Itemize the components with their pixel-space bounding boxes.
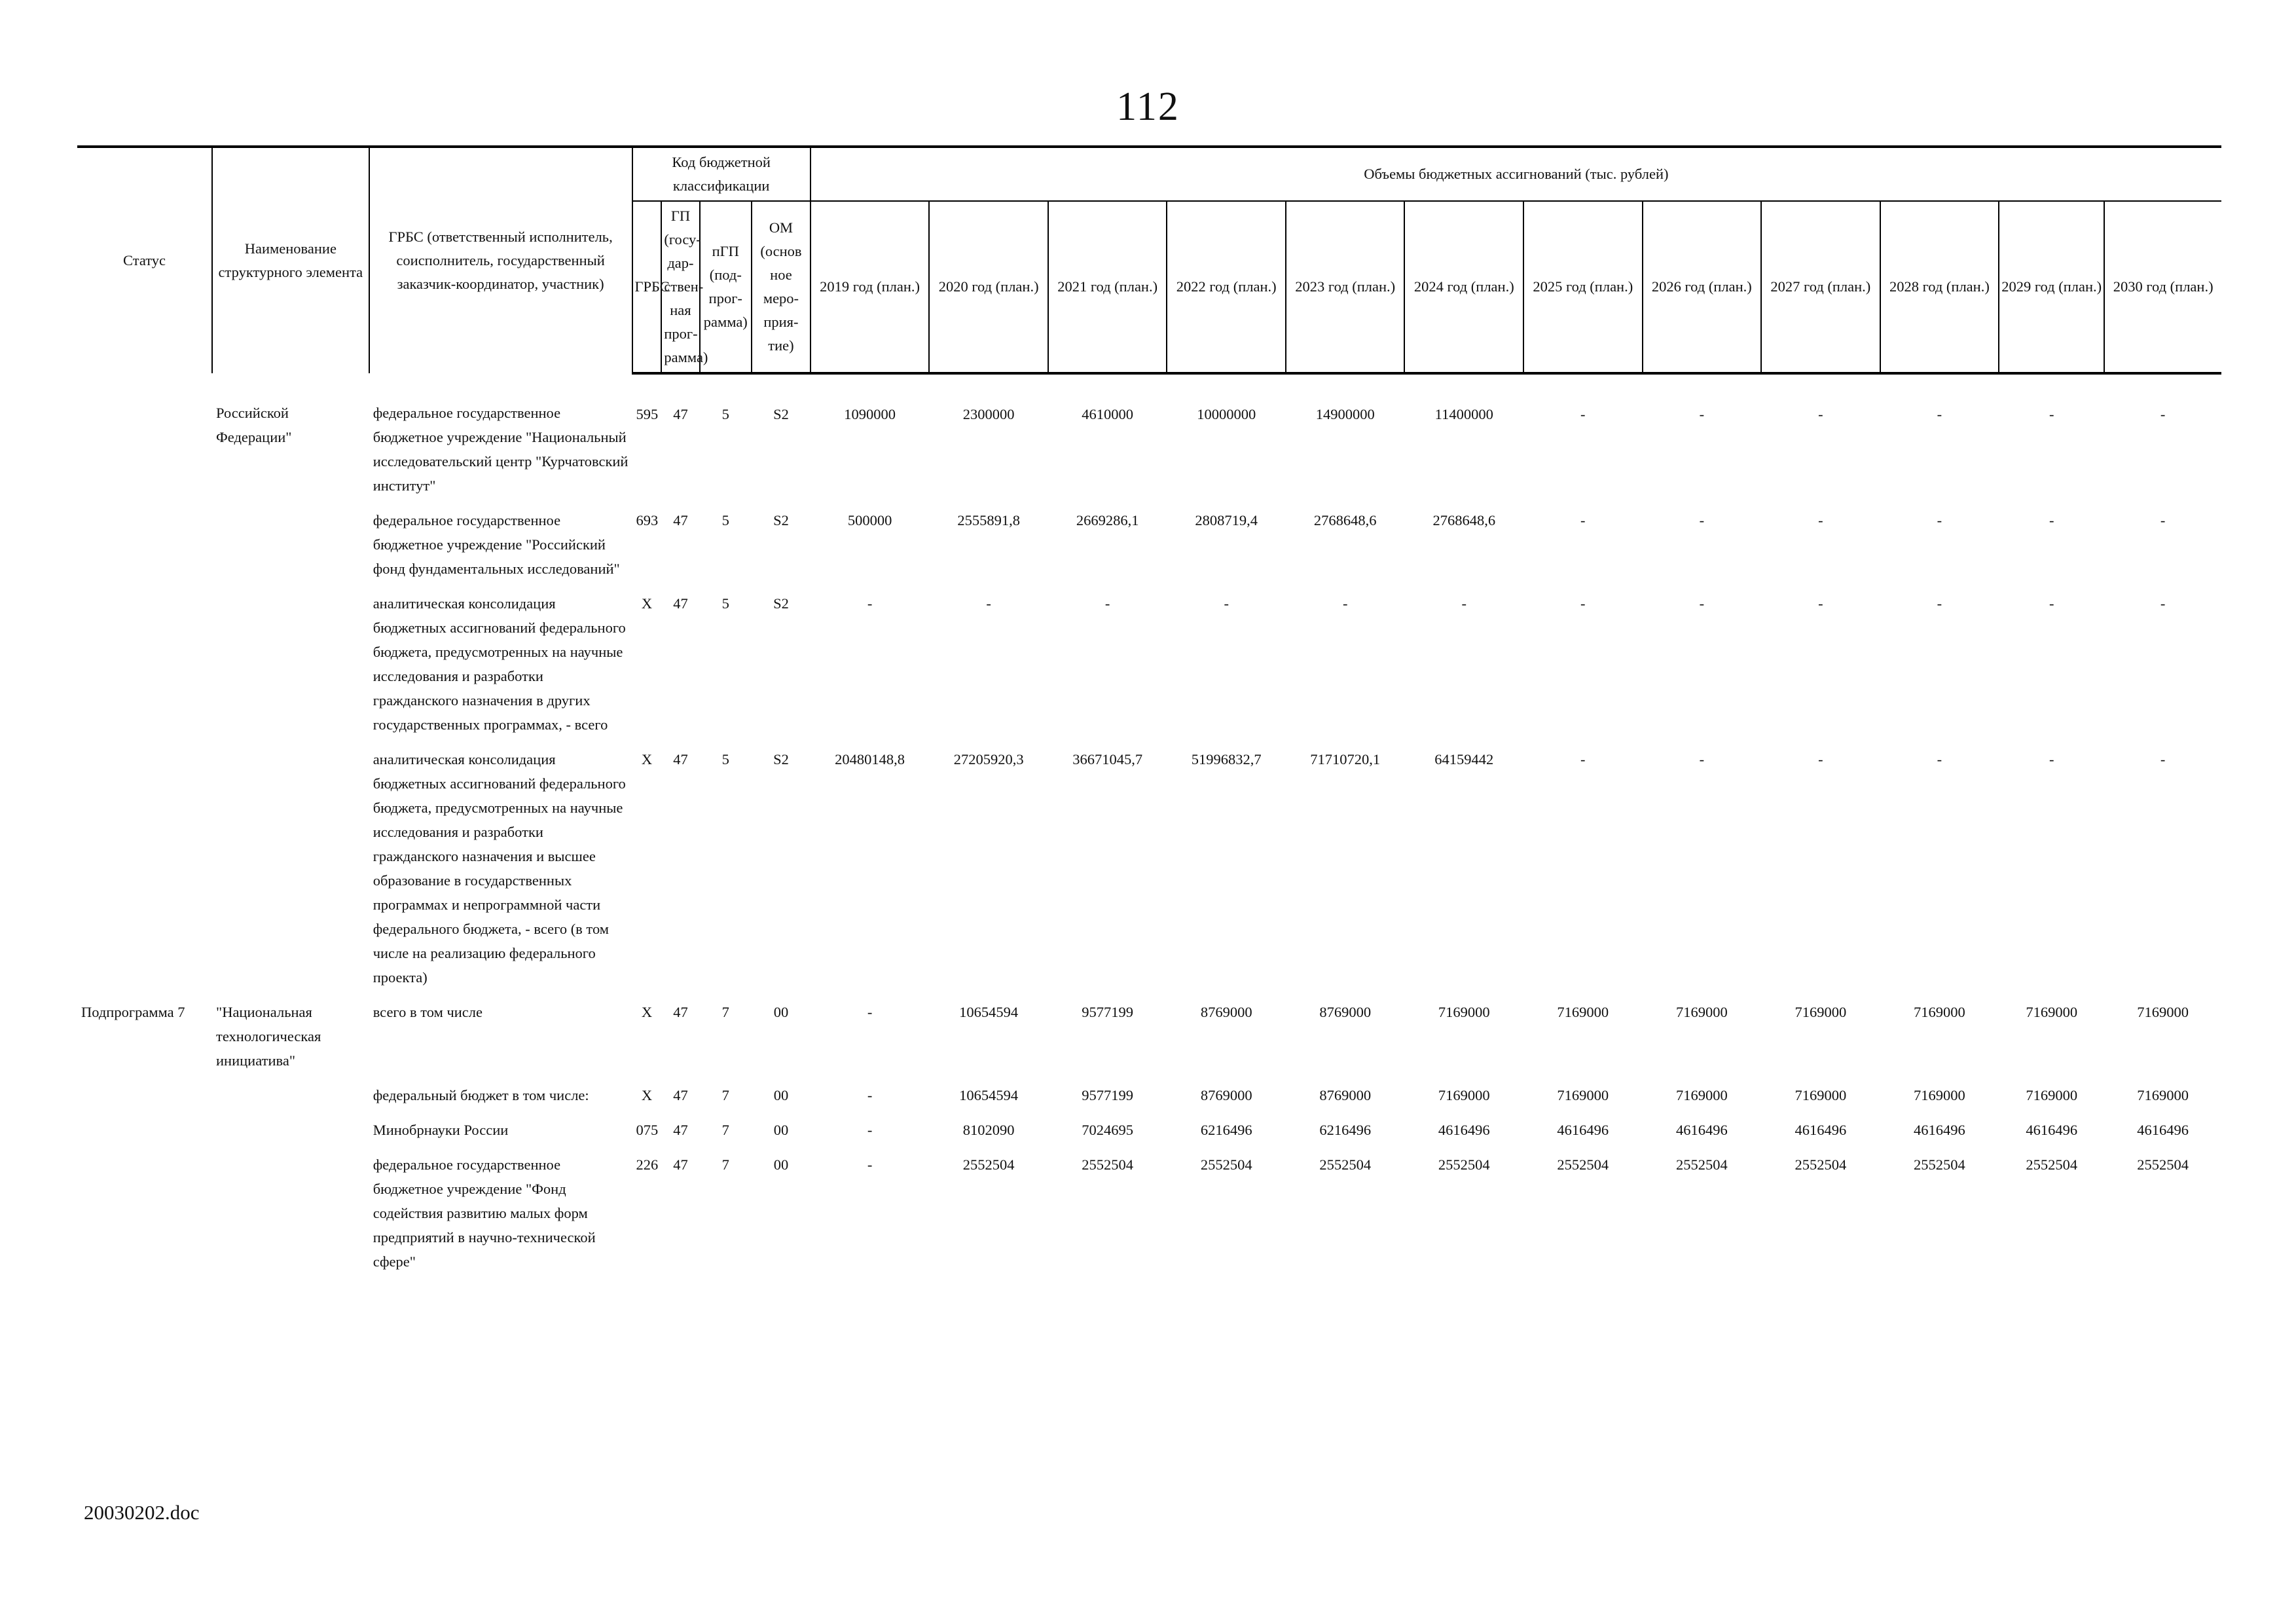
row-value-2024: 7169000 <box>1438 1004 1490 1020</box>
row-structural-element <box>212 1083 369 1118</box>
row-value-2024: 4616496 <box>1438 1122 1490 1138</box>
row-value-2019: - <box>867 1156 873 1173</box>
row-value-2030: 4616496 <box>2137 1122 2189 1138</box>
row-gp-code: 47 <box>673 406 688 422</box>
row-value-2023: 8769000 <box>1319 1004 1372 1020</box>
table-row <box>77 1083 2221 1118</box>
table-row <box>77 747 2221 1000</box>
row-value-2024: 64159442 <box>1434 751 1494 767</box>
budget-allocations-table <box>77 145 2221 1274</box>
row-value-2021: 9577199 <box>1082 1087 1134 1103</box>
row-value-2023: 71710720,1 <box>1310 751 1381 767</box>
row-om-code: 00 <box>773 1122 789 1138</box>
row-structural-element <box>212 1153 369 1274</box>
row-grbs-name: федеральное государственное бюджетное учреждение "Национальный исследовательский центр "Курчатовский институт" <box>373 405 629 494</box>
header-year-6: 2025 год (план.) <box>1523 201 1643 373</box>
header-year-7: 2026 год (план.) <box>1643 201 1762 373</box>
row-value-2022: 51996832,7 <box>1191 751 1262 767</box>
row-value-2022: 8769000 <box>1200 1004 1252 1020</box>
row-value-2022: 6216496 <box>1200 1122 1252 1138</box>
row-grbs-name: федеральный бюджет в том числе: <box>373 1087 589 1103</box>
header-structural-element: Наименование структурного элемента <box>212 147 369 373</box>
row-value-2025: 2552504 <box>1557 1156 1609 1173</box>
row-value-2021: 9577199 <box>1082 1004 1134 1020</box>
row-value-2029: - <box>2049 751 2054 767</box>
row-grbs-code: X <box>641 751 653 767</box>
row-value-2030: 7169000 <box>2137 1004 2189 1020</box>
header-grbs: ГРБС <box>632 201 662 373</box>
row-value-2027: - <box>1818 751 1823 767</box>
header-year-9: 2028 год (план.) <box>1880 201 1999 373</box>
row-value-2026: 2552504 <box>1675 1156 1728 1173</box>
table-row <box>77 1118 2221 1153</box>
row-value-2020: - <box>986 595 991 612</box>
row-status <box>77 1153 212 1274</box>
row-pgp-code: 5 <box>721 595 729 612</box>
row-value-2024: 7169000 <box>1438 1087 1490 1103</box>
row-value-2023: 6216496 <box>1319 1122 1372 1138</box>
row-grbs-code: 595 <box>636 406 659 422</box>
row-value-2027: - <box>1818 512 1823 528</box>
row-value-2026: 7169000 <box>1675 1087 1728 1103</box>
row-value-2027: 4616496 <box>1795 1122 1847 1138</box>
row-pgp-code: 7 <box>721 1156 729 1173</box>
row-value-2030: 7169000 <box>2137 1087 2189 1103</box>
table-row <box>77 508 2221 591</box>
row-value-2024: - <box>1461 595 1467 612</box>
row-value-2027: 7169000 <box>1795 1004 1847 1020</box>
row-om-code: 00 <box>773 1156 789 1173</box>
row-structural-element: "Национальная технологическая инициатива" <box>216 1004 321 1069</box>
row-pgp-code: 5 <box>721 751 729 767</box>
row-value-2029: 7169000 <box>2026 1004 2078 1020</box>
row-value-2021: 2669286,1 <box>1076 512 1139 528</box>
header-year-5: 2024 год (план.) <box>1404 201 1523 373</box>
row-value-2025: - <box>1580 406 1586 422</box>
row-value-2022: 2552504 <box>1200 1156 1252 1173</box>
row-om-code: S2 <box>773 595 789 612</box>
row-value-2026: - <box>1699 512 1705 528</box>
row-value-2026: 7169000 <box>1675 1004 1728 1020</box>
header-year-0: 2019 год (план.) <box>811 201 930 373</box>
header-gp: ГП (госу-дар-ствен-ная прог-рамма) <box>661 201 699 373</box>
row-value-2022: 10000000 <box>1197 406 1256 422</box>
row-value-2019: 1090000 <box>844 406 896 422</box>
row-value-2021: - <box>1104 595 1110 612</box>
row-value-2025: 4616496 <box>1557 1122 1609 1138</box>
document-filename: 20030202.doc <box>84 1501 200 1524</box>
row-value-2025: 7169000 <box>1557 1004 1609 1020</box>
row-value-2019: 500000 <box>847 512 892 528</box>
row-grbs-name: федеральное государственное бюджетное учреждение "Фонд содействия развитию малых форм предприятий в научно-технической сфере" <box>373 1156 596 1270</box>
row-value-2023: 8769000 <box>1319 1087 1372 1103</box>
row-value-2028: - <box>1937 751 1942 767</box>
header-pgp: пГП (под-прог-рамма) <box>700 201 752 373</box>
row-gp-code: 47 <box>673 1156 688 1173</box>
header-om: ОМ (основ ное меро-прия-тие) <box>752 201 811 373</box>
row-gp-code: 47 <box>673 1087 688 1103</box>
row-value-2029: 2552504 <box>2026 1156 2078 1173</box>
row-om-code: 00 <box>773 1004 789 1020</box>
row-value-2028: - <box>1937 595 1942 612</box>
row-value-2023: 14900000 <box>1315 406 1375 422</box>
row-value-2020: 2555891,8 <box>957 512 1020 528</box>
row-status: Подпрограмма 7 <box>81 1004 185 1020</box>
row-gp-code: 47 <box>673 1004 688 1020</box>
row-grbs-code: X <box>641 1004 653 1020</box>
row-value-2026: - <box>1699 751 1705 767</box>
row-value-2021: 4610000 <box>1082 406 1134 422</box>
row-value-2026: 4616496 <box>1675 1122 1728 1138</box>
row-value-2020: 27205920,3 <box>953 751 1024 767</box>
table-row <box>77 373 2221 508</box>
header-status: Статус <box>77 147 212 373</box>
row-value-2030: - <box>2160 512 2166 528</box>
page-number: 112 <box>1116 84 1180 129</box>
row-value-2028: 2552504 <box>1914 1156 1965 1173</box>
row-status <box>77 1118 212 1153</box>
table-row <box>77 1153 2221 1274</box>
row-pgp-code: 5 <box>721 512 729 528</box>
row-value-2020: 8102090 <box>962 1122 1015 1138</box>
row-value-2023: 2552504 <box>1319 1156 1372 1173</box>
row-value-2029: - <box>2049 512 2054 528</box>
row-value-2019: - <box>867 1087 873 1103</box>
header-year-1: 2020 год (план.) <box>929 201 1048 373</box>
header-year-11: 2030 год (план.) <box>2104 201 2221 373</box>
row-grbs-code: 693 <box>636 512 659 528</box>
header-budget-volume: Объемы бюджетных ассигнований (тыс. рублей) <box>811 147 2221 201</box>
row-value-2025: - <box>1580 751 1586 767</box>
row-value-2022: 8769000 <box>1200 1087 1252 1103</box>
row-value-2021: 36671045,7 <box>1072 751 1143 767</box>
row-value-2026: - <box>1699 595 1705 612</box>
row-value-2028: 7169000 <box>1914 1004 1965 1020</box>
row-value-2019: 20480148,8 <box>835 751 905 767</box>
row-value-2020: 2552504 <box>962 1156 1015 1173</box>
row-om-code: S2 <box>773 406 789 422</box>
table-row <box>77 1000 2221 1083</box>
header-year-10: 2029 год (план.) <box>1999 201 2104 373</box>
row-structural-element: Российской Федерации" <box>216 405 292 445</box>
row-value-2029: 7169000 <box>2026 1087 2078 1103</box>
row-value-2027: 2552504 <box>1795 1156 1847 1173</box>
row-gp-code: 47 <box>673 1122 688 1138</box>
row-value-2024: 2768648,6 <box>1432 512 1496 528</box>
row-grbs-name: аналитическая консолидация бюджетных ассигнований федерального бюджета, предусмотренных на научные исследования и разработки гражданского назначения и высшее образование в государственных программах и непрограммной части федерального бюджета, - всего (в том числе на реализацию федерального проекта) <box>373 751 626 986</box>
row-value-2028: 7169000 <box>1914 1087 1965 1103</box>
row-status <box>77 591 212 747</box>
row-value-2030: 2552504 <box>2137 1156 2189 1173</box>
row-pgp-code: 7 <box>721 1087 729 1103</box>
row-value-2029: 4616496 <box>2026 1122 2078 1138</box>
row-structural-element <box>212 747 369 1000</box>
row-value-2021: 7024695 <box>1082 1122 1134 1138</box>
row-value-2027: - <box>1818 406 1823 422</box>
row-gp-code: 47 <box>673 751 688 767</box>
row-value-2024: 2552504 <box>1438 1156 1490 1173</box>
row-grbs-code: 075 <box>636 1122 659 1138</box>
row-value-2022: 2808719,4 <box>1195 512 1258 528</box>
row-gp-code: 47 <box>673 595 688 612</box>
row-pgp-code: 7 <box>721 1122 729 1138</box>
row-value-2022: - <box>1224 595 1229 612</box>
row-pgp-code: 5 <box>721 406 729 422</box>
row-grbs-name: аналитическая консолидация бюджетных ассигнований федерального бюджета, предусмотренных на научные исследования и разработки гражданского назначения в других государственных программах, - всего <box>373 595 626 733</box>
row-value-2029: - <box>2049 595 2054 612</box>
row-value-2030: - <box>2160 751 2166 767</box>
row-structural-element <box>212 508 369 591</box>
row-status <box>77 747 212 1000</box>
row-value-2020: 10654594 <box>959 1004 1019 1020</box>
row-value-2019: - <box>867 1122 873 1138</box>
row-grbs-name: Минобрнауки России <box>373 1122 509 1138</box>
row-status <box>77 373 212 508</box>
row-value-2026: - <box>1699 406 1705 422</box>
row-value-2028: - <box>1937 512 1942 528</box>
row-value-2025: - <box>1580 595 1586 612</box>
row-value-2021: 2552504 <box>1082 1156 1134 1173</box>
header-grbs-responsible: ГРБС (ответственный исполнитель, соисполнитель, государственный заказчик-координатор, участник) <box>369 147 632 373</box>
row-grbs-code: 226 <box>636 1156 659 1173</box>
row-value-2028: - <box>1937 406 1942 422</box>
row-pgp-code: 7 <box>721 1004 729 1020</box>
row-om-code: S2 <box>773 512 789 528</box>
header-year-2: 2021 год (план.) <box>1048 201 1167 373</box>
row-value-2023: - <box>1342 595 1348 612</box>
row-value-2025: 7169000 <box>1557 1087 1609 1103</box>
row-value-2024: 11400000 <box>1434 406 1493 422</box>
row-structural-element <box>212 1118 369 1153</box>
row-grbs-code: X <box>641 595 653 612</box>
row-value-2023: 2768648,6 <box>1313 512 1377 528</box>
row-value-2027: 7169000 <box>1795 1087 1847 1103</box>
row-status <box>77 1083 212 1118</box>
row-gp-code: 47 <box>673 512 688 528</box>
row-value-2027: - <box>1818 595 1823 612</box>
row-status <box>77 508 212 591</box>
header-year-3: 2022 год (план.) <box>1167 201 1286 373</box>
row-value-2025: - <box>1580 512 1586 528</box>
row-grbs-name: федеральное государственное бюджетное учреждение "Российский фонд фундаментальных исследований" <box>373 512 620 577</box>
row-value-2020: 10654594 <box>959 1087 1019 1103</box>
row-value-2019: - <box>867 595 873 612</box>
row-om-code: S2 <box>773 751 789 767</box>
row-value-2030: - <box>2160 595 2166 612</box>
row-value-2030: - <box>2160 406 2166 422</box>
header-year-4: 2023 год (план.) <box>1286 201 1405 373</box>
header-year-8: 2027 год (план.) <box>1761 201 1880 373</box>
row-value-2029: - <box>2049 406 2054 422</box>
row-om-code: 00 <box>773 1087 789 1103</box>
row-value-2028: 4616496 <box>1914 1122 1965 1138</box>
header-budget-code: Код бюджетной классификации <box>632 147 811 201</box>
table-row <box>77 591 2221 747</box>
row-value-2019: - <box>867 1004 873 1020</box>
row-value-2020: 2300000 <box>962 406 1015 422</box>
row-structural-element <box>212 591 369 747</box>
row-grbs-name: всего в том числе <box>373 1004 483 1020</box>
row-grbs-code: X <box>641 1087 653 1103</box>
